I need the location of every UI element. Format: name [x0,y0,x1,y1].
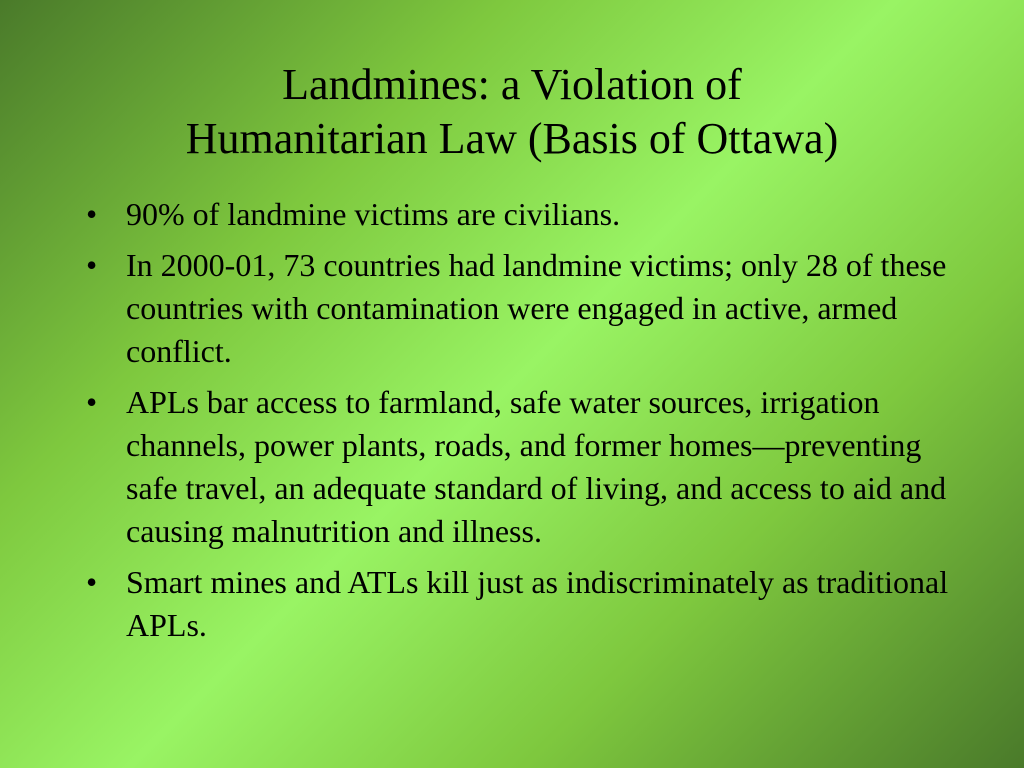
slide-title-line-1: Landmines: a Violation of [282,60,742,109]
bullet-list [86,193,956,655]
slide-title-line-2: Humanitarian Law (Basis of Ottawa) [185,114,839,163]
bullet-text: In 2000-01, 73 countries had landmine victims; only 28 of these countries with contamination were engaged in active, armed conflict. [126,247,947,369]
bullet-text: Smart mines and ATLs kill just as indiscriminately as traditional APLs. [126,564,949,643]
bullet-text: APLs bar access to farmland, safe water sources, irrigation channels, power plants, roads, and former homes—preventing safe travel, an adequate standard of living, and access to aid and causing malnutrition and illness. [126,384,947,549]
bullet-marker: • [86,564,98,600]
bullet-item-3 [86,381,956,553]
bullet-marker: • [86,247,98,283]
bullet-item-2 [86,244,956,373]
bullet-text: 90% of landmine victims are civilians. [126,196,621,232]
bullet-item-1 [86,193,956,236]
bullet-marker: • [86,384,98,420]
bullet-marker: • [86,196,98,232]
bullet-item-4 [86,561,956,647]
slide-title [0,58,1024,166]
